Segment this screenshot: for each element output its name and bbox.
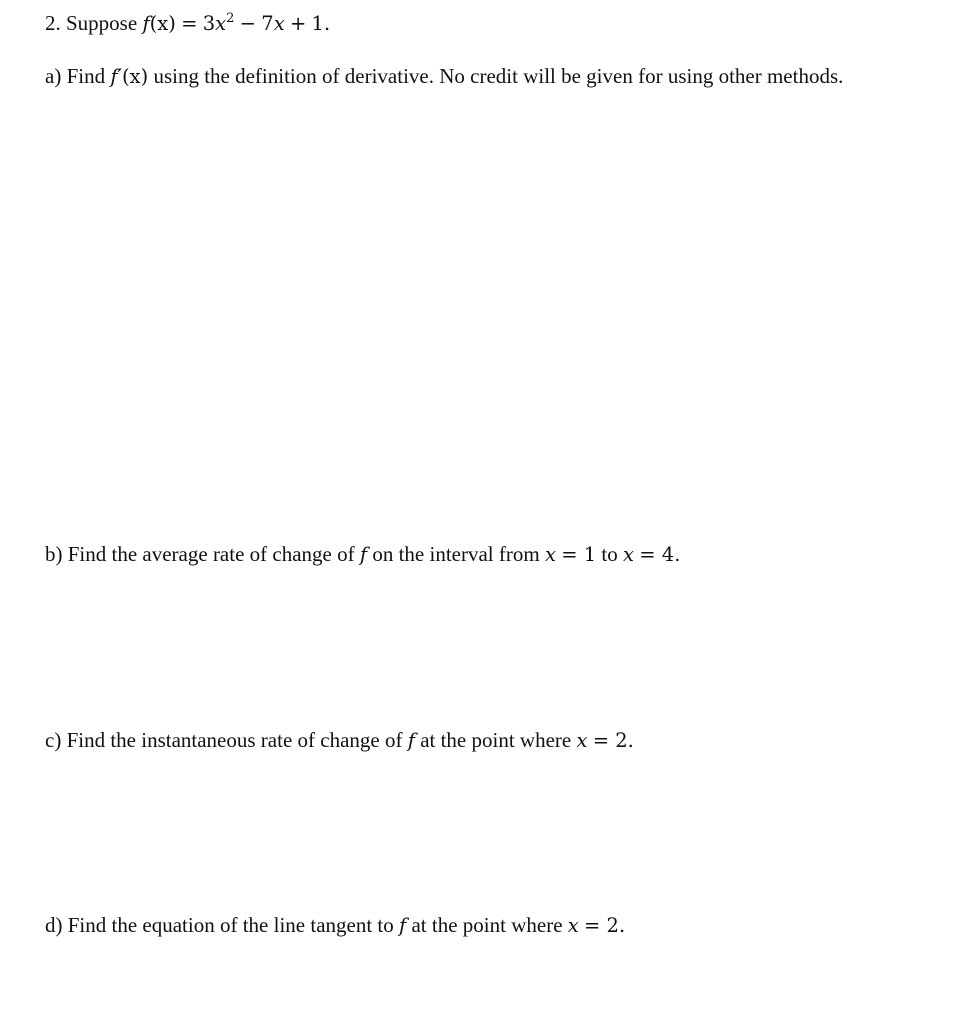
part-b-prefix: b) Find the average rate of change of xyxy=(45,542,355,566)
part-b-middle: on the interval from xyxy=(372,542,540,566)
part-c-prefix: c) Find the instantaneous rate of change of xyxy=(45,728,403,752)
part-d-function: f xyxy=(399,914,407,937)
coefficient: 3 xyxy=(202,12,216,35)
period: . xyxy=(323,12,331,35)
question-part-c xyxy=(45,727,634,754)
part-b-start-value: = 1 xyxy=(561,543,597,566)
part-d-value: = 2. xyxy=(584,914,626,937)
function-argument: (x) xyxy=(149,12,176,35)
part-d-variable: x xyxy=(567,914,579,937)
part-c-variable: x xyxy=(576,729,588,752)
derivative-name: f′ xyxy=(110,65,122,88)
part-c-function: f xyxy=(407,729,415,752)
part-a-text: using the definition of derivative. No credit will be given for using other methods. xyxy=(153,64,844,88)
plus-sign: + xyxy=(289,12,307,35)
part-c-middle: at the point where xyxy=(420,728,572,752)
second-term-coefficient: 7 xyxy=(261,12,274,35)
problem-label: 2. Suppose xyxy=(45,11,138,35)
derivative-argument: (x) xyxy=(121,65,149,88)
part-b-function: f xyxy=(359,543,368,566)
part-c-value: = 2. xyxy=(592,729,634,752)
constant-term: 1 xyxy=(311,12,324,35)
part-a-prefix: a) Find xyxy=(45,64,106,88)
part-b-var-end: x xyxy=(623,543,634,566)
minus-sign: − xyxy=(239,12,257,35)
part-b-to: to xyxy=(601,542,618,566)
question-part-a xyxy=(45,63,843,90)
variable: x xyxy=(215,12,227,35)
exponent: 2 xyxy=(226,11,235,26)
question-part-d xyxy=(45,912,625,939)
part-d-prefix: d) Find the equation of the line tangent to xyxy=(45,913,394,937)
second-term-variable: x xyxy=(273,12,285,35)
equals-sign: = xyxy=(181,12,198,35)
problem-statement xyxy=(45,10,330,37)
part-b-var-start: x xyxy=(544,543,556,566)
question-part-b xyxy=(45,541,680,568)
part-d-middle: at the point where xyxy=(411,913,563,937)
function-name: f xyxy=(142,12,150,35)
part-b-end-value: = 4. xyxy=(639,543,681,566)
